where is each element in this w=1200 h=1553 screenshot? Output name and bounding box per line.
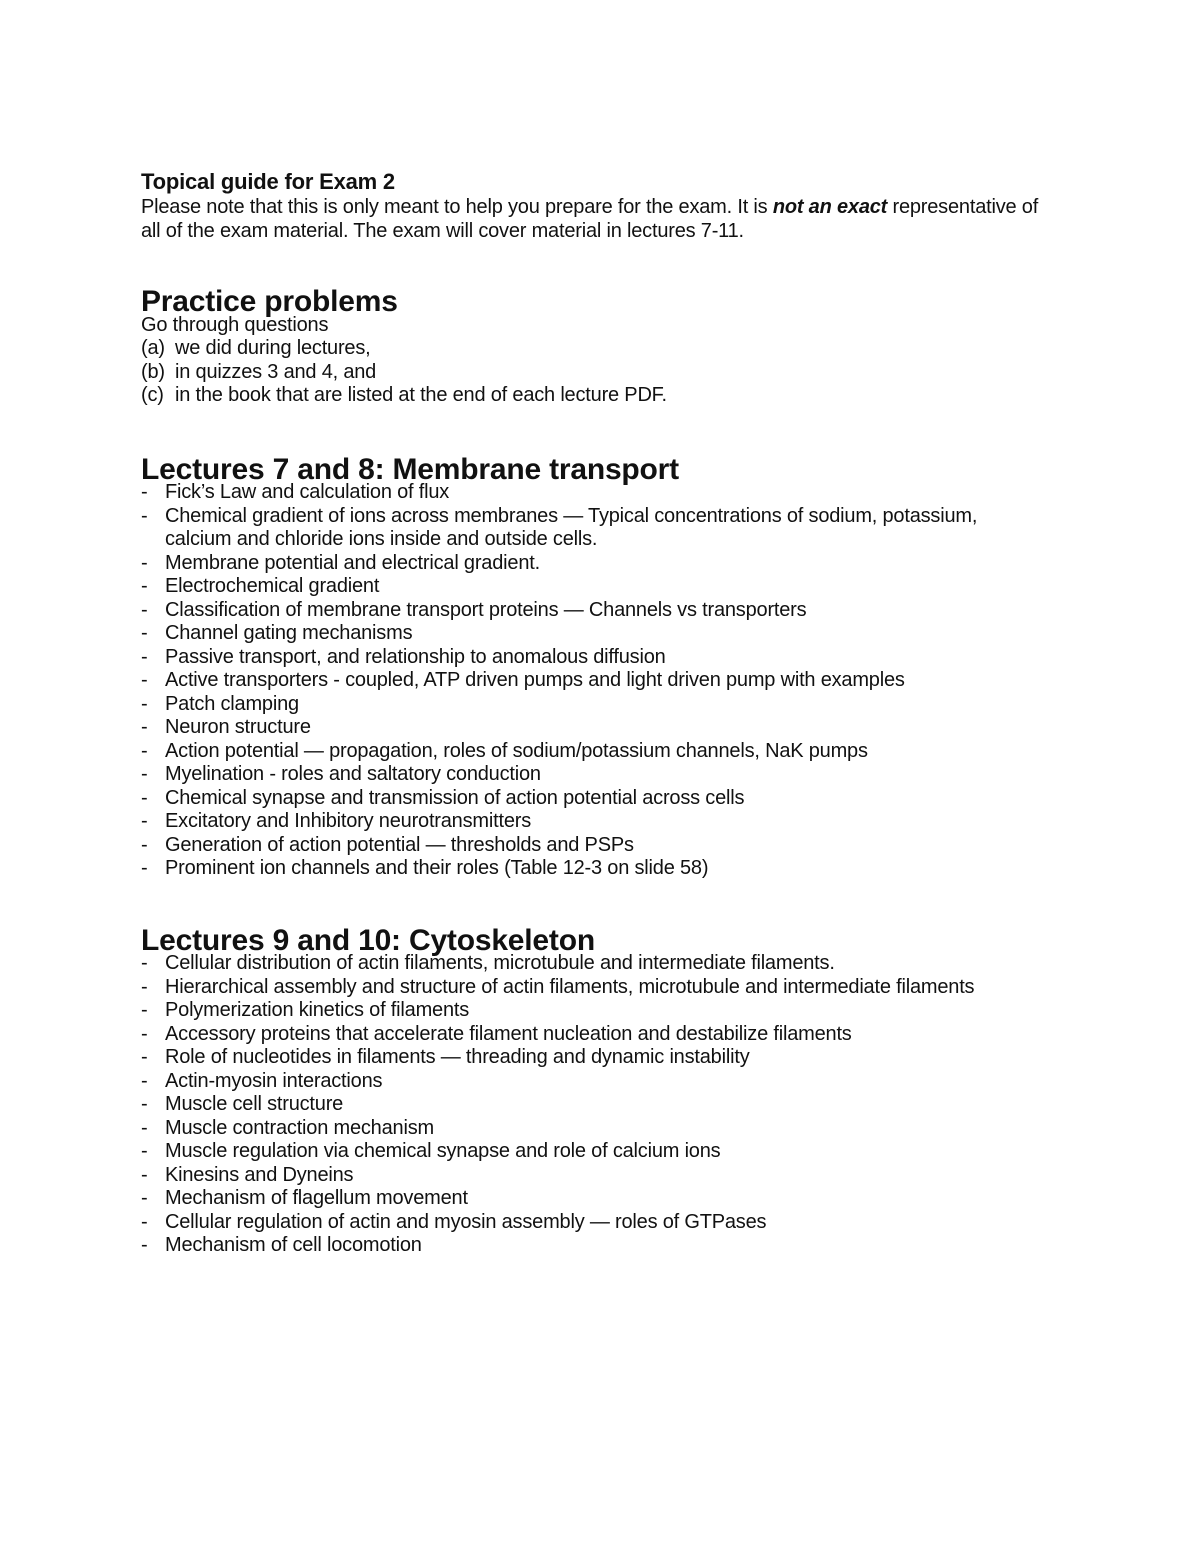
practice-item-text: we did during lectures, <box>175 337 371 359</box>
topic-item <box>141 763 1041 787</box>
topic-item <box>141 622 1041 646</box>
dash-bullet: - <box>141 481 148 503</box>
topic-item-text: Action potential — propagation, roles of sodium/potassium channels, NaK pumps <box>165 739 868 762</box>
topic-item <box>141 1117 1041 1141</box>
topic-item-text: Electrochemical gradient <box>165 575 380 597</box>
document-page <box>141 168 1041 1258</box>
topic-item-text: Excitatory and Inhibitory neurotransmitters <box>165 810 532 832</box>
topic-item-text: Mechanism of flagellum movement <box>165 1187 468 1209</box>
membrane-transport-list <box>141 481 1041 881</box>
dash-bullet: - <box>141 1187 148 1209</box>
dash-bullet: - <box>141 1093 148 1115</box>
dash-bullet: - <box>141 739 148 762</box>
dash-bullet: - <box>141 763 148 785</box>
topic-item-text: Myelination - roles and saltatory conduction <box>165 763 541 785</box>
dash-bullet: - <box>141 504 148 527</box>
dash-bullet: - <box>141 716 148 738</box>
membrane-transport-heading: Lectures 7 and 8: Membrane transport <box>141 452 679 486</box>
topic-item-text: Mechanism of cell locomotion <box>165 1234 422 1256</box>
topic-item-text: Role of nucleotides in filaments — threading and dynamic instability <box>165 1046 750 1068</box>
topic-item <box>141 1023 1041 1047</box>
list-marker: (c) <box>141 384 164 406</box>
topic-item-text: Membrane potential and electrical gradient. <box>165 551 540 574</box>
topic-item <box>141 1093 1041 1117</box>
topic-item-text: Cellular regulation of actin and myosin assembly — roles of GTPases <box>165 1210 767 1233</box>
dash-bullet: - <box>141 551 148 574</box>
topic-item-text: Fick’s Law and calculation of flux <box>165 481 450 503</box>
dash-bullet: - <box>141 1046 148 1068</box>
dash-bullet: - <box>141 622 148 644</box>
practice-list <box>141 337 1041 408</box>
dash-bullet: - <box>141 1210 148 1233</box>
spacer <box>141 881 1041 929</box>
dash-bullet: - <box>141 975 148 998</box>
practice-lead: Go through questions <box>141 313 329 336</box>
topic-item <box>141 1140 1041 1164</box>
intro-paragraph <box>141 196 1041 243</box>
topic-item <box>141 693 1041 717</box>
topic-item-text: Neuron structure <box>165 716 311 738</box>
dash-bullet: - <box>141 810 148 832</box>
intro-text-1: Please note that this is only meant to help you prepare for the exam. It is <box>141 196 773 218</box>
topic-item-text: Passive transport, and relationship to anomalous diffusion <box>165 645 666 668</box>
practice-item-text: in quizzes 3 and 4, and <box>175 360 377 383</box>
topic-item-text: Active transporters - coupled, ATP driven pumps and light driven pump with examples <box>165 669 905 691</box>
topic-item <box>141 1211 1041 1235</box>
dash-bullet: - <box>141 786 148 809</box>
practice-item <box>141 384 1041 408</box>
topic-item <box>141 999 1041 1023</box>
topic-item <box>141 787 1041 811</box>
dash-bullet: - <box>141 669 148 691</box>
topic-item <box>141 669 1041 693</box>
dash-bullet: - <box>141 1234 148 1256</box>
topic-item <box>141 1070 1041 1094</box>
dash-bullet: - <box>141 1163 148 1186</box>
dash-bullet: - <box>141 857 148 879</box>
topic-item-text: Hierarchical assembly and structure of actin filaments, microtubule and intermediate filaments <box>165 975 975 998</box>
topic-item <box>141 575 1041 599</box>
topic-item <box>141 646 1041 670</box>
topic-item <box>141 1164 1041 1188</box>
topic-item-text: Polymerization kinetics of filaments <box>165 999 470 1021</box>
dash-bullet: - <box>141 692 148 715</box>
dash-bullet: - <box>141 999 148 1021</box>
topic-item <box>141 810 1041 834</box>
topic-item-text: Generation of action potential — thresholds and PSPs <box>165 833 634 856</box>
topic-item <box>141 1234 1041 1258</box>
topic-item-text: Muscle contraction mechanism <box>165 1116 434 1139</box>
topic-item <box>141 716 1041 740</box>
topic-item-text: Kinesins and Dyneins <box>165 1163 354 1186</box>
dash-bullet: - <box>141 598 148 621</box>
topic-item-text: Muscle regulation via chemical synapse and role of calcium ions <box>165 1140 721 1162</box>
topic-item-text: Channel gating mechanisms <box>165 622 413 644</box>
topic-item <box>141 552 1041 576</box>
intro-emphasis: not an exact <box>772 196 888 218</box>
topic-item-text: Accessory proteins that accelerate filament nucleation and destabilize filaments <box>165 1022 852 1045</box>
practice-item-text: in the book that are listed at the end of each lecture PDF. <box>175 384 667 406</box>
list-marker: (b) <box>141 360 165 383</box>
dash-bullet: - <box>141 952 148 974</box>
topic-item <box>141 481 1041 505</box>
dash-bullet: - <box>141 1069 148 1092</box>
topic-item-text: Chemical synapse and transmission of action potential across cells <box>165 786 745 809</box>
topic-item <box>141 599 1041 623</box>
topic-item <box>141 740 1041 764</box>
topic-item <box>141 857 1041 881</box>
dash-bullet: - <box>141 1116 148 1139</box>
spacer <box>141 243 1041 290</box>
topic-item-text: Actin-myosin interactions <box>165 1069 383 1092</box>
dash-bullet: - <box>141 645 148 668</box>
topic-item <box>141 834 1041 858</box>
topic-item-text: Cellular distribution of actin filaments, microtubule and intermediate filaments. <box>165 952 835 974</box>
topic-item <box>141 1046 1041 1070</box>
topic-item <box>141 1187 1041 1211</box>
topic-item <box>141 976 1041 1000</box>
dash-bullet: - <box>141 1140 148 1162</box>
cytoskeleton-list <box>141 952 1041 1258</box>
practice-heading: Practice problems <box>141 285 398 318</box>
practice-item <box>141 337 1041 361</box>
topic-item-text: Prominent ion channels and their roles (Table 12-3 on slide 58) <box>165 857 709 879</box>
spacer <box>141 408 1041 458</box>
dash-bullet: - <box>141 833 148 856</box>
page-title: Topical guide for Exam 2 <box>141 169 395 194</box>
topic-item-text: Chemical gradient of ions across membranes — Typical concentrations of sodium, potassium, calcium and chloride ions inside and outside cells. <box>165 504 978 550</box>
practice-item <box>141 361 1041 385</box>
topic-item-text: Muscle cell structure <box>165 1093 344 1115</box>
topic-item <box>141 505 1041 552</box>
dash-bullet: - <box>141 575 148 597</box>
dash-bullet: - <box>141 1022 148 1045</box>
list-marker: (a) <box>141 337 165 359</box>
intro-text-2: representative of all of the exam material. The exam will cover material in lectures 7-11. <box>141 196 1039 242</box>
cytoskeleton-heading: Lectures 9 and 10: Cytoskeleton <box>141 923 595 957</box>
topic-item-text: Classification of membrane transport proteins — Channels vs transporters <box>165 598 807 621</box>
topic-item <box>141 952 1041 976</box>
topic-item-text: Patch clamping <box>165 692 299 715</box>
